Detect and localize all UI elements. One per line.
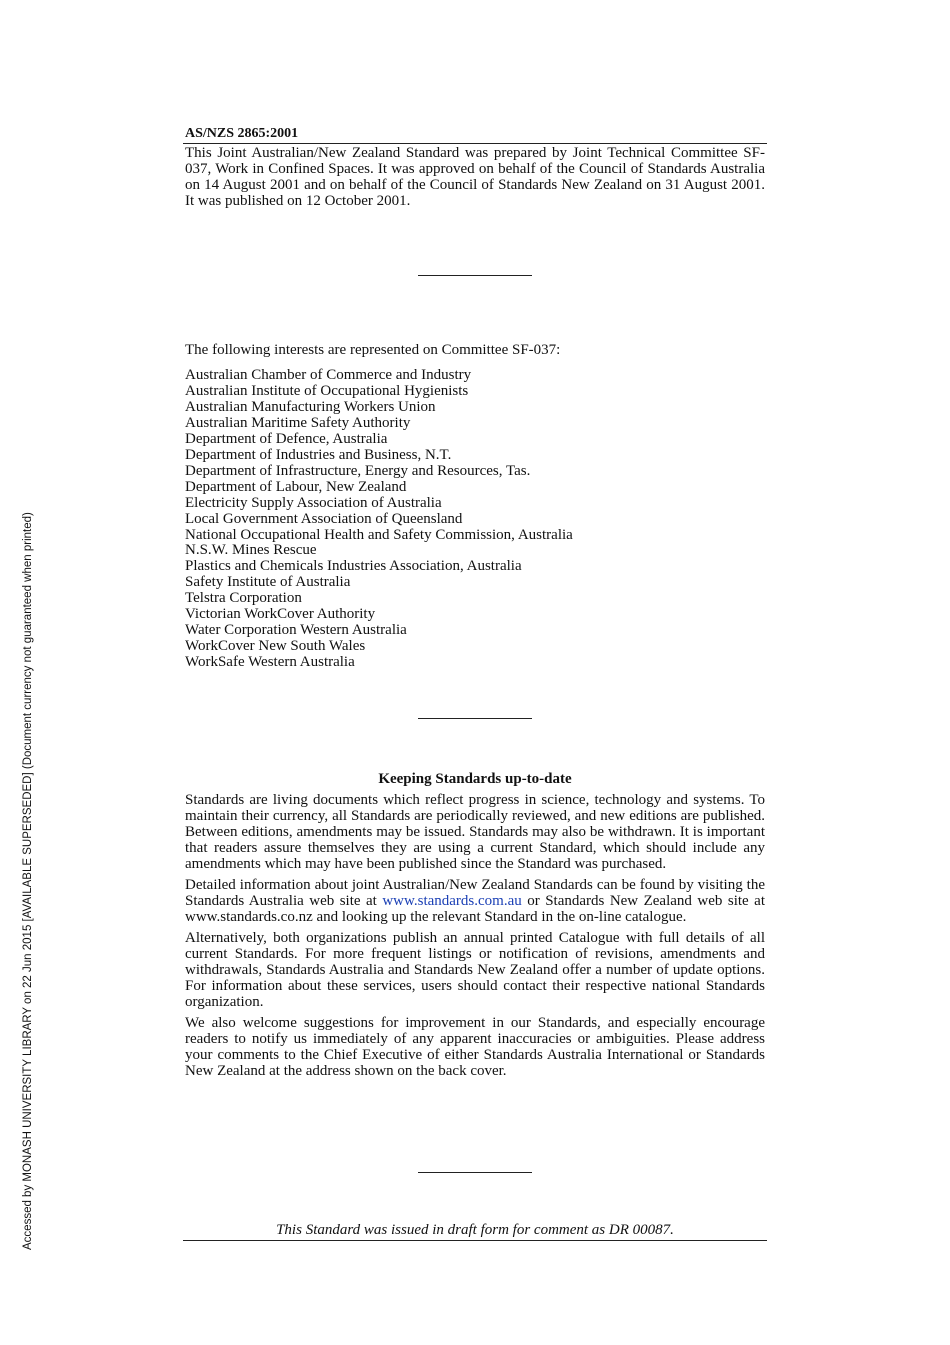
header-rule [183, 143, 767, 144]
list-item: Safety Institute of Australia [185, 574, 351, 591]
list-item: Department of Infrastructure, Energy and Resources, Tas. [185, 462, 531, 479]
list-item: Australian Manufacturing Workers Union [185, 398, 436, 415]
list-item: Water Corporation Western Australia [185, 622, 407, 639]
list-item: Department of Labour, New Zealand [185, 478, 407, 495]
list-item: Department of Industries and Business, N.T. [185, 446, 452, 463]
section-separator [418, 718, 532, 719]
list-item: Electricity Supply Association of Australia [185, 494, 442, 511]
section-title: Keeping Standards up-to-date [378, 771, 572, 787]
access-watermark: Accessed by MONASH UNIVERSITY LIBRARY on 22 Jun 2015 [AVAILABLE SUPERSEDED] (Document currency not guaranteed when printed) [22, 512, 34, 1250]
section-separator [418, 275, 532, 276]
header-block [185, 126, 765, 209]
list-item: Telstra Corporation [185, 590, 302, 607]
paragraph: Standards are living documents which reflect progress in science, technology and systems. To maintain their currency, all Standards are periodically reviewed, and new editions are published. Between editions, amendments may be issued. Standards may also be withdrawn. It is important that readers assure themselves they are using a current Standard, which should include any amendments which may have been published since the Standard was purchased. [185, 792, 765, 872]
list-item: WorkCover New South Wales [185, 638, 366, 655]
keeping-standards-body [185, 792, 765, 1084]
paragraph-text: Detailed information about joint Australian/New Zealand Standards can be found by visiting the Standards Australia web site at [185, 877, 765, 909]
paragraph: Alternatively, both organizations publish an annual printed Catalogue with full details of all current Standards. For more frequent listings or notification of revisions, amendments and withdrawals, Standards Australia and Standards New Zealand offer a number of update options. For information about these services, users should contact their respective national Standards organization. [185, 930, 765, 1010]
list-item: Australian Institute of Occupational Hygienists [185, 382, 469, 399]
section-separator [418, 1172, 532, 1173]
paragraph-text: or Standards New Zealand web site at www.standards.co.nz and looking up the relevant Standard in the on-line catalogue. [185, 893, 765, 925]
list-item: Local Government Association of Queensland [185, 510, 463, 527]
interests-intro: The following interests are represented on Committee SF-037: [185, 342, 561, 358]
committee-member-list [185, 368, 573, 671]
list-item: N.S.W. Mines Rescue [185, 542, 317, 559]
list-item: National Occupational Health and Safety Commission, Australia [185, 526, 573, 543]
list-item: WorkSafe Western Australia [185, 654, 355, 671]
list-item: Victorian WorkCover Authority [185, 606, 376, 623]
list-item: Australian Maritime Safety Authority [185, 414, 411, 431]
standards-australia-link[interactable]: www.standards.com.au [382, 893, 522, 909]
list-item: Department of Defence, Australia [185, 430, 388, 447]
footer-rule [183, 1240, 767, 1241]
list-item: Australian Chamber of Commerce and Industry [185, 367, 472, 383]
paragraph-with-link [185, 877, 765, 925]
paragraph: We also welcome suggestions for improvement in our Standards, and especially encourage readers to notify us immediately of any apparent inaccuracies or ambiguities. Please address your comments to the Chief Executive of either Standards Australia International or Standards New Zealand at the address shown on the back cover. [185, 1015, 765, 1079]
standard-code: AS/NZS 2865:2001 [185, 126, 299, 141]
draft-note: This Standard was issued in draft form for comment as DR 00087. [276, 1222, 674, 1238]
approval-statement: This Joint Australian/New Zealand Standard was prepared by Joint Technical Committee SF-037, Work in Confined Spaces. It was approved on behalf of the Council of Standards Australia on 14 August 2001 and on behalf of the Council of Standards New Zealand on 31 August 2001. It was published on 12 October 2001. [185, 145, 765, 209]
list-item: Plastics and Chemicals Industries Association, Australia [185, 558, 522, 575]
